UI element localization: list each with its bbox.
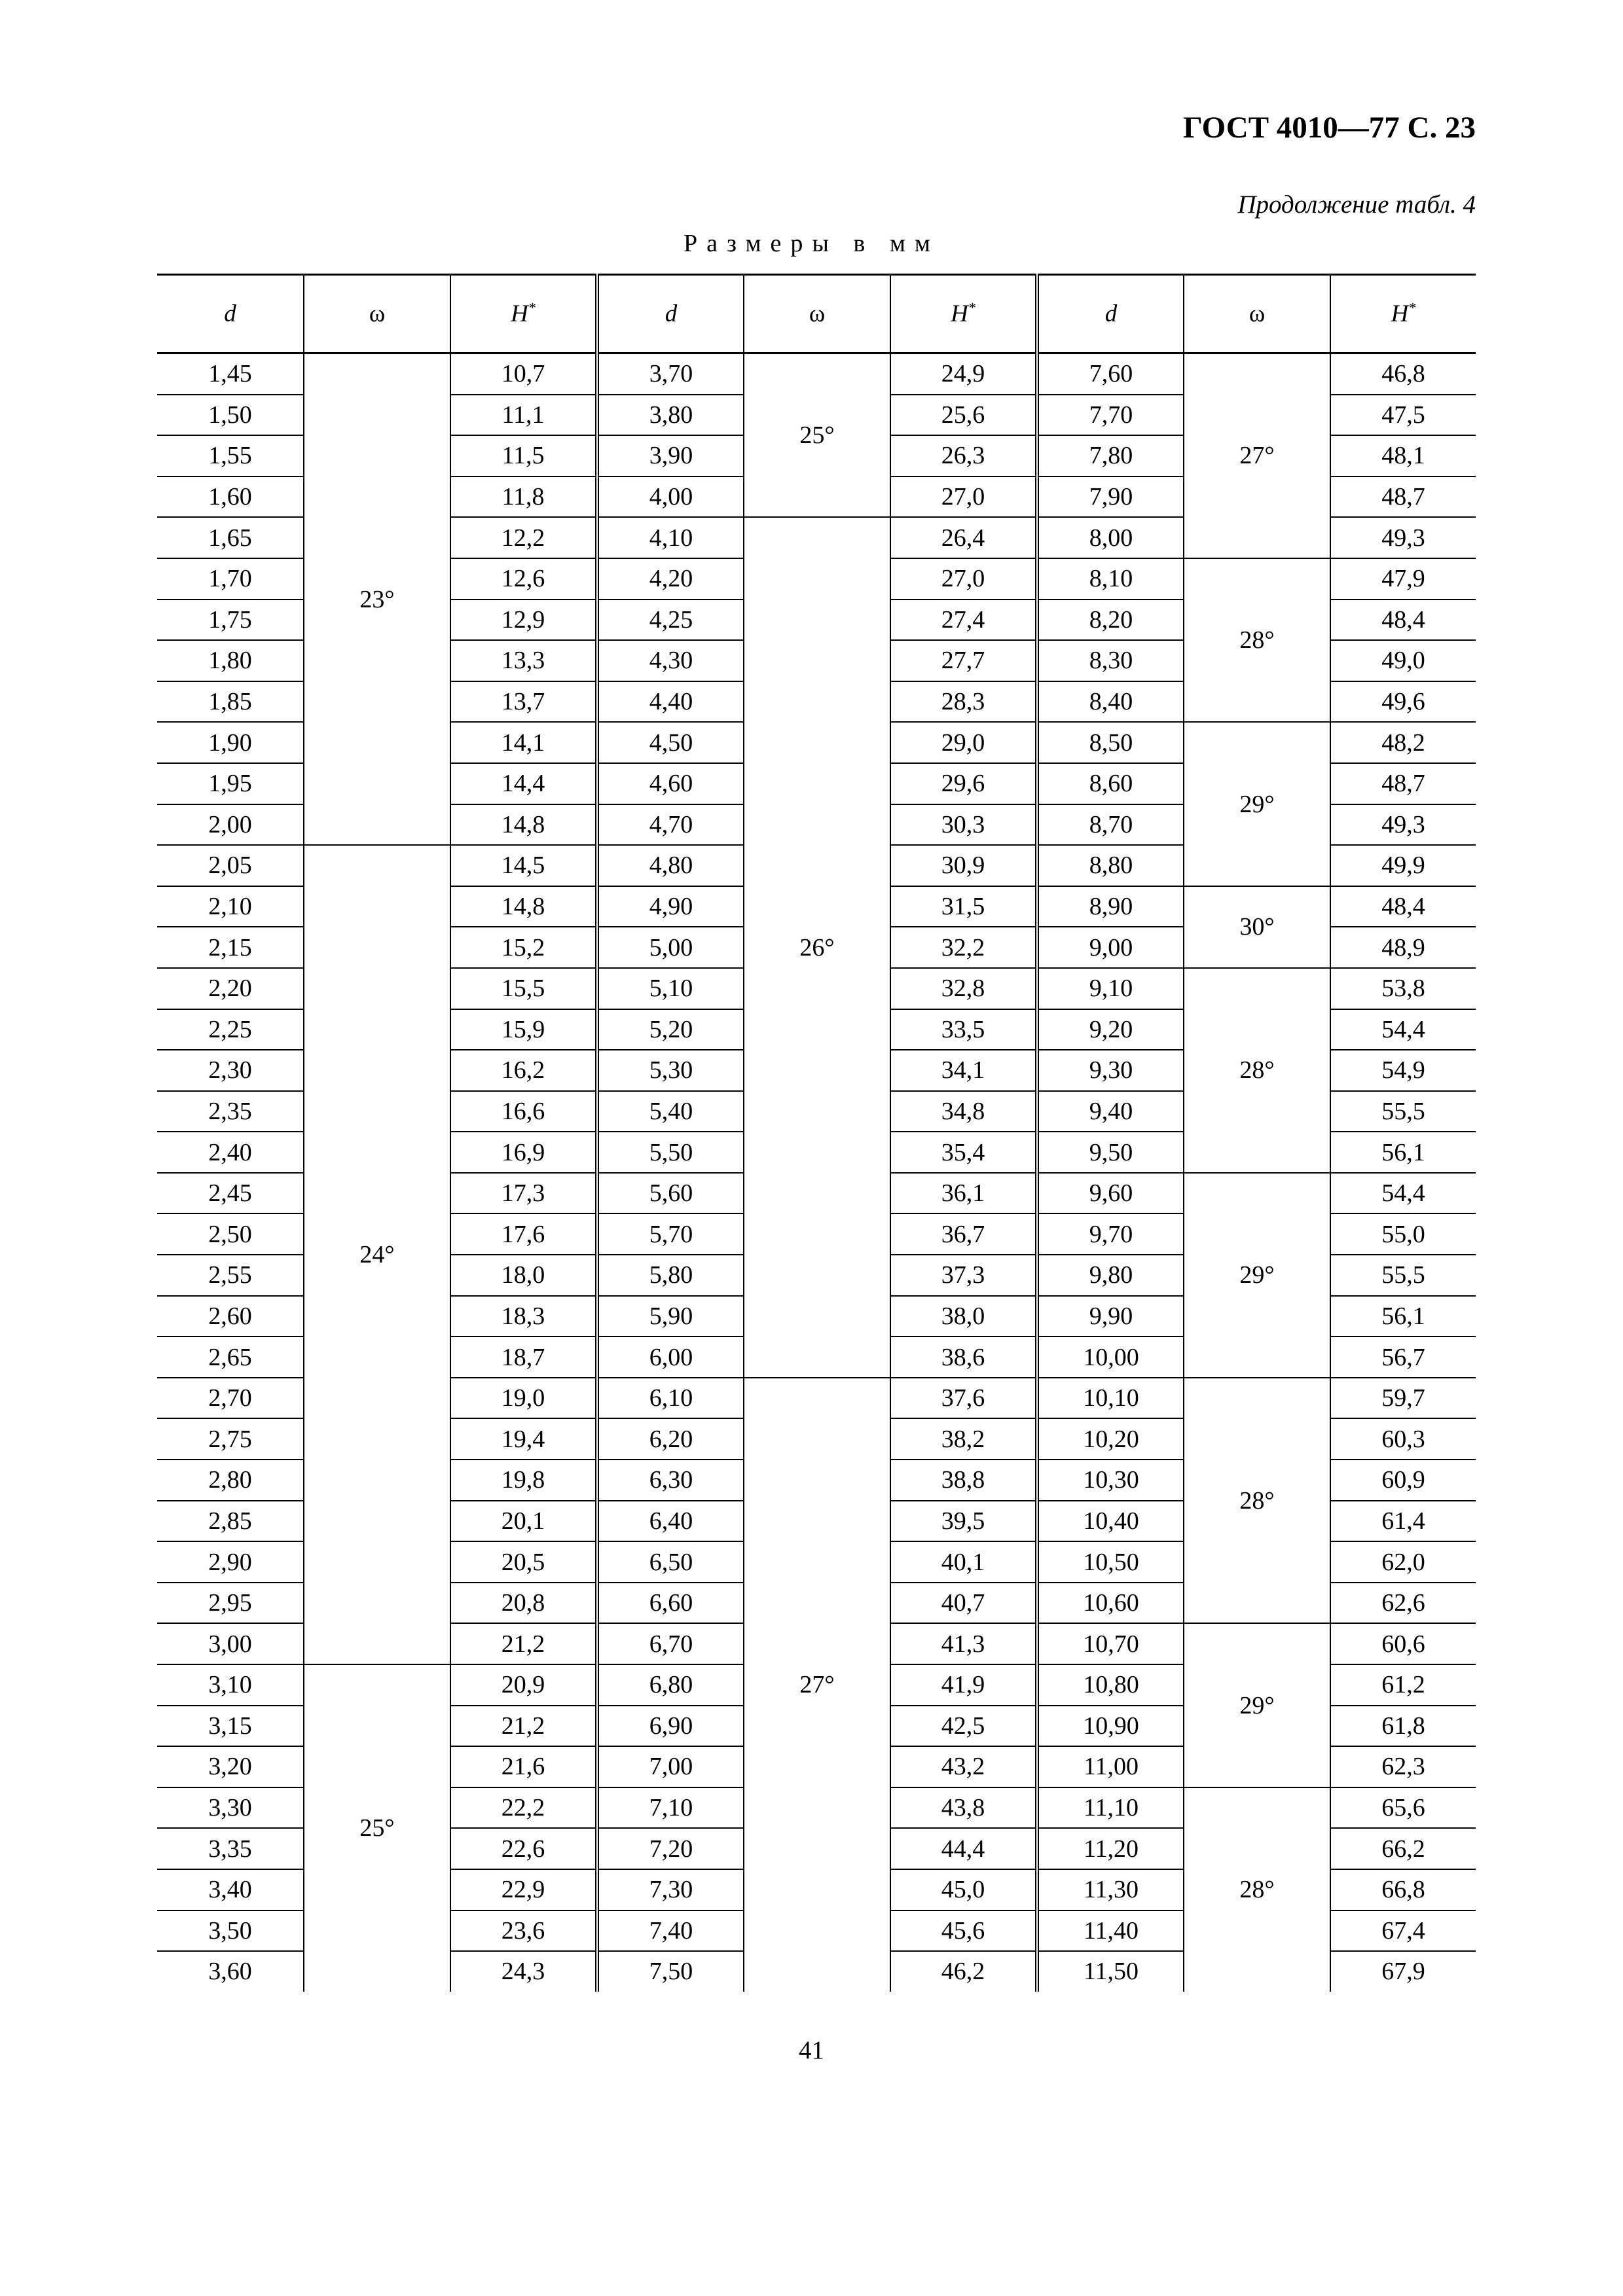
cell-h: 23,6 <box>450 1910 597 1952</box>
cell-h: 49,3 <box>1330 517 1476 558</box>
cell-d: 7,30 <box>597 1869 744 1910</box>
cell-d: 3,35 <box>157 1828 304 1869</box>
cell-h: 14,4 <box>450 763 597 804</box>
cell-d: 1,75 <box>157 600 304 641</box>
cell-h: 56,7 <box>1330 1336 1476 1378</box>
cell-h: 59,7 <box>1330 1378 1476 1419</box>
cell-d: 5,40 <box>597 1091 744 1132</box>
cell-omega: 29° <box>1184 1623 1330 1787</box>
cell-h: 18,0 <box>450 1255 597 1296</box>
document-code: ГОСТ 4010—77 С. 23 <box>1182 111 1476 145</box>
cell-d: 11,00 <box>1037 1746 1184 1787</box>
cell-d: 2,05 <box>157 845 304 886</box>
cell-h: 12,9 <box>450 600 597 641</box>
cell-d: 2,65 <box>157 1336 304 1378</box>
cell-h: 27,0 <box>890 558 1037 600</box>
cell-d: 8,80 <box>1037 845 1184 886</box>
cell-d: 4,60 <box>597 763 744 804</box>
cell-d: 5,50 <box>597 1132 744 1173</box>
header-d: d <box>157 275 304 353</box>
cell-omega: 28° <box>1184 558 1330 722</box>
cell-d: 9,20 <box>1037 1009 1184 1050</box>
cell-d: 8,50 <box>1037 722 1184 763</box>
cell-omega: 30° <box>1184 886 1330 968</box>
cell-h: 37,3 <box>890 1255 1037 1296</box>
cell-h: 66,8 <box>1330 1869 1476 1910</box>
cell-h: 39,5 <box>890 1501 1037 1542</box>
cell-d: 8,30 <box>1037 640 1184 681</box>
cell-h: 55,5 <box>1330 1091 1476 1132</box>
cell-h: 61,8 <box>1330 1706 1476 1747</box>
cell-d: 9,80 <box>1037 1255 1184 1296</box>
cell-d: 5,00 <box>597 927 744 968</box>
cell-d: 3,10 <box>157 1664 304 1706</box>
cell-h: 48,4 <box>1330 886 1476 927</box>
cell-h: 14,8 <box>450 886 597 927</box>
cell-h: 24,9 <box>890 353 1037 395</box>
cell-d: 5,60 <box>597 1173 744 1214</box>
cell-h: 33,5 <box>890 1009 1037 1050</box>
cell-h: 54,4 <box>1330 1173 1476 1214</box>
cell-h: 44,4 <box>890 1828 1037 1869</box>
cell-h: 16,6 <box>450 1091 597 1132</box>
cell-d: 6,20 <box>597 1418 744 1460</box>
cell-h: 46,8 <box>1330 353 1476 395</box>
cell-d: 5,20 <box>597 1009 744 1050</box>
cell-h: 46,2 <box>890 1951 1037 1992</box>
cell-d: 2,45 <box>157 1173 304 1214</box>
table-row <box>157 353 1476 395</box>
cell-h: 15,9 <box>450 1009 597 1050</box>
cell-d: 11,40 <box>1037 1910 1184 1952</box>
cell-h: 21,2 <box>450 1706 597 1747</box>
cell-h: 11,5 <box>450 435 597 476</box>
cell-omega: 28° <box>1184 1378 1330 1624</box>
cell-h: 49,6 <box>1330 681 1476 723</box>
cell-h: 13,3 <box>450 640 597 681</box>
cell-h: 21,6 <box>450 1746 597 1787</box>
cell-d: 9,70 <box>1037 1213 1184 1255</box>
cell-h: 32,2 <box>890 927 1037 968</box>
cell-h: 20,1 <box>450 1501 597 1542</box>
cell-d: 9,50 <box>1037 1132 1184 1173</box>
cell-d: 3,90 <box>597 435 744 476</box>
table-header-row <box>157 275 1476 353</box>
cell-h: 34,8 <box>890 1091 1037 1132</box>
cell-d: 2,80 <box>157 1460 304 1501</box>
cell-d: 8,20 <box>1037 600 1184 641</box>
cell-h: 60,9 <box>1330 1460 1476 1501</box>
cell-d: 9,00 <box>1037 927 1184 968</box>
cell-d: 6,70 <box>597 1623 744 1664</box>
cell-h: 18,7 <box>450 1336 597 1378</box>
cell-d: 7,10 <box>597 1787 744 1829</box>
cell-omega: 26° <box>744 517 890 1377</box>
cell-h: 13,7 <box>450 681 597 723</box>
cell-d: 2,55 <box>157 1255 304 1296</box>
cell-d: 5,80 <box>597 1255 744 1296</box>
cell-h: 29,6 <box>890 763 1037 804</box>
header-d: d <box>597 275 744 353</box>
cell-d: 4,80 <box>597 845 744 886</box>
cell-d: 7,20 <box>597 1828 744 1869</box>
cell-h: 55,5 <box>1330 1255 1476 1296</box>
cell-d: 9,40 <box>1037 1091 1184 1132</box>
cell-omega: 28° <box>1184 968 1330 1173</box>
cell-d: 8,70 <box>1037 804 1184 846</box>
cell-d: 6,80 <box>597 1664 744 1706</box>
cell-h: 55,0 <box>1330 1213 1476 1255</box>
cell-d: 2,25 <box>157 1009 304 1050</box>
cell-h: 41,3 <box>890 1623 1037 1664</box>
dimensions-table <box>157 274 1476 1992</box>
cell-h: 15,2 <box>450 927 597 968</box>
cell-d: 11,50 <box>1037 1951 1184 1992</box>
header-h: H* <box>1330 275 1476 353</box>
cell-d: 2,10 <box>157 886 304 927</box>
cell-h: 38,0 <box>890 1296 1037 1337</box>
cell-h: 29,0 <box>890 722 1037 763</box>
cell-d: 2,00 <box>157 804 304 846</box>
cell-d: 3,30 <box>157 1787 304 1829</box>
cell-h: 21,2 <box>450 1623 597 1664</box>
cell-h: 22,6 <box>450 1828 597 1869</box>
cell-h: 22,2 <box>450 1787 597 1829</box>
cell-d: 8,00 <box>1037 517 1184 558</box>
cell-h: 42,5 <box>890 1706 1037 1747</box>
cell-d: 4,90 <box>597 886 744 927</box>
cell-h: 30,3 <box>890 804 1037 846</box>
cell-h: 54,9 <box>1330 1050 1476 1091</box>
cell-d: 3,50 <box>157 1910 304 1952</box>
cell-h: 61,4 <box>1330 1501 1476 1542</box>
cell-h: 49,9 <box>1330 845 1476 886</box>
cell-d: 10,50 <box>1037 1541 1184 1583</box>
page-number: 41 <box>799 2036 824 2064</box>
cell-d: 8,40 <box>1037 681 1184 723</box>
cell-d: 3,70 <box>597 353 744 395</box>
cell-d: 6,10 <box>597 1378 744 1419</box>
cell-h: 15,5 <box>450 968 597 1009</box>
cell-d: 1,90 <box>157 722 304 763</box>
cell-d: 1,80 <box>157 640 304 681</box>
cell-h: 43,8 <box>890 1787 1037 1829</box>
cell-h: 31,5 <box>890 886 1037 927</box>
header-h: H* <box>890 275 1037 353</box>
cell-h: 14,5 <box>450 845 597 886</box>
cell-h: 60,6 <box>1330 1623 1476 1664</box>
cell-d: 6,40 <box>597 1501 744 1542</box>
cell-d: 9,60 <box>1037 1173 1184 1214</box>
cell-h: 20,9 <box>450 1664 597 1706</box>
cell-d: 7,90 <box>1037 476 1184 518</box>
cell-d: 1,95 <box>157 763 304 804</box>
cell-h: 38,6 <box>890 1336 1037 1378</box>
cell-h: 25,6 <box>890 395 1037 436</box>
cell-h: 61,2 <box>1330 1664 1476 1706</box>
cell-d: 5,10 <box>597 968 744 1009</box>
cell-h: 62,0 <box>1330 1541 1476 1583</box>
cell-h: 48,7 <box>1330 763 1476 804</box>
cell-d: 6,60 <box>597 1583 744 1624</box>
cell-d: 4,25 <box>597 600 744 641</box>
cell-h: 27,7 <box>890 640 1037 681</box>
cell-h: 41,9 <box>890 1664 1037 1706</box>
cell-h: 28,3 <box>890 681 1037 723</box>
header-d: d <box>1037 275 1184 353</box>
cell-h: 27,4 <box>890 600 1037 641</box>
cell-d: 7,60 <box>1037 353 1184 395</box>
cell-h: 43,2 <box>890 1746 1037 1787</box>
cell-d: 2,85 <box>157 1501 304 1542</box>
cell-d: 1,85 <box>157 681 304 723</box>
cell-h: 62,3 <box>1330 1746 1476 1787</box>
cell-h: 48,2 <box>1330 722 1476 763</box>
table-continuation-label: Продолжение табл. 4 <box>1237 190 1476 219</box>
cell-d: 10,00 <box>1037 1336 1184 1378</box>
cell-d: 5,70 <box>597 1213 744 1255</box>
cell-h: 12,2 <box>450 517 597 558</box>
cell-omega: 29° <box>1184 722 1330 886</box>
cell-d: 3,80 <box>597 395 744 436</box>
cell-h: 60,3 <box>1330 1418 1476 1460</box>
table-body <box>157 353 1476 1992</box>
cell-d: 3,40 <box>157 1869 304 1910</box>
cell-h: 34,1 <box>890 1050 1037 1091</box>
cell-h: 26,3 <box>890 435 1037 476</box>
cell-omega: 27° <box>1184 353 1330 558</box>
cell-h: 18,3 <box>450 1296 597 1337</box>
cell-omega: 28° <box>1184 1787 1330 1992</box>
cell-h: 37,6 <box>890 1378 1037 1419</box>
cell-h: 17,6 <box>450 1213 597 1255</box>
cell-d: 10,20 <box>1037 1418 1184 1460</box>
cell-h: 48,9 <box>1330 927 1476 968</box>
cell-h: 19,8 <box>450 1460 597 1501</box>
cell-h: 47,5 <box>1330 395 1476 436</box>
cell-h: 38,2 <box>890 1418 1037 1460</box>
cell-d: 10,60 <box>1037 1583 1184 1624</box>
cell-d: 7,40 <box>597 1910 744 1952</box>
cell-h: 14,8 <box>450 804 597 846</box>
cell-d: 4,00 <box>597 476 744 518</box>
cell-d: 10,40 <box>1037 1501 1184 1542</box>
cell-d: 3,00 <box>157 1623 304 1664</box>
cell-d: 2,70 <box>157 1378 304 1419</box>
cell-d: 10,80 <box>1037 1664 1184 1706</box>
cell-h: 38,8 <box>890 1460 1037 1501</box>
cell-h: 32,8 <box>890 968 1037 1009</box>
cell-d: 3,20 <box>157 1746 304 1787</box>
cell-d: 1,50 <box>157 395 304 436</box>
cell-d: 8,10 <box>1037 558 1184 600</box>
cell-d: 7,70 <box>1037 395 1184 436</box>
cell-h: 20,5 <box>450 1541 597 1583</box>
cell-d: 4,30 <box>597 640 744 681</box>
cell-h: 66,2 <box>1330 1828 1476 1869</box>
cell-omega: 24° <box>304 845 450 1664</box>
cell-d: 2,75 <box>157 1418 304 1460</box>
cell-h: 17,3 <box>450 1173 597 1214</box>
cell-d: 11,10 <box>1037 1787 1184 1829</box>
cell-h: 48,1 <box>1330 435 1476 476</box>
cell-h: 20,8 <box>450 1583 597 1624</box>
cell-d: 5,90 <box>597 1296 744 1337</box>
cell-d: 4,70 <box>597 804 744 846</box>
cell-d: 10,90 <box>1037 1706 1184 1747</box>
cell-d: 3,60 <box>208 1958 252 1986</box>
cell-h: 45,0 <box>890 1869 1037 1910</box>
cell-d: 9,90 <box>1037 1296 1184 1337</box>
cell-d: 5,30 <box>597 1050 744 1091</box>
cell-h: 24,3 <box>450 1951 597 1992</box>
cell-h: 56,1 <box>1330 1296 1476 1337</box>
header-omega: ω <box>1184 275 1330 353</box>
cell-d: 1,70 <box>157 558 304 600</box>
header-omega: ω <box>744 275 890 353</box>
units-caption: Размеры в мм <box>684 230 939 257</box>
cell-omega: 29° <box>1184 1173 1330 1378</box>
cell-h: 65,6 <box>1330 1787 1476 1829</box>
cell-h: 53,8 <box>1330 968 1476 1009</box>
cell-d: 4,50 <box>597 722 744 763</box>
cell-d: 1,60 <box>157 476 304 518</box>
cell-h: 27,0 <box>890 476 1037 518</box>
cell-d: 2,90 <box>157 1541 304 1583</box>
cell-d: 6,30 <box>597 1460 744 1501</box>
cell-d: 11,30 <box>1037 1869 1184 1910</box>
cell-h: 62,6 <box>1330 1583 1476 1624</box>
cell-d: 6,00 <box>597 1336 744 1378</box>
cell-d: 8,90 <box>1037 886 1184 927</box>
cell-h: 36,7 <box>890 1213 1037 1255</box>
cell-d: 2,35 <box>157 1091 304 1132</box>
cell-d: 2,40 <box>157 1132 304 1173</box>
cell-d: 9,10 <box>1037 968 1184 1009</box>
cell-d: 11,20 <box>1037 1828 1184 1869</box>
cell-d: 9,30 <box>1037 1050 1184 1091</box>
cell-h: 12,6 <box>450 558 597 600</box>
cell-d: 8,60 <box>1037 763 1184 804</box>
cell-h: 48,7 <box>1330 476 1476 518</box>
cell-h: 14,1 <box>450 722 597 763</box>
cell-h: 30,9 <box>890 845 1037 886</box>
cell-d: 2,30 <box>157 1050 304 1091</box>
cell-omega: 27° <box>744 1378 890 1992</box>
footnote-marker: * <box>1408 299 1416 316</box>
cell-d: 10,30 <box>1037 1460 1184 1501</box>
cell-d: 6,90 <box>597 1706 744 1747</box>
cell-d: 2,60 <box>157 1296 304 1337</box>
cell-d: 6,50 <box>597 1541 744 1583</box>
cell-h: 26,4 <box>890 517 1037 558</box>
cell-h: 11,1 <box>450 395 597 436</box>
cell-h: 45,6 <box>890 1910 1037 1952</box>
cell-h: 47,9 <box>1330 558 1476 600</box>
cell-h: 36,1 <box>890 1173 1037 1214</box>
cell-d: 1,45 <box>157 353 304 395</box>
cell-h: 67,9 <box>1330 1951 1476 1992</box>
cell-d: 4,40 <box>597 681 744 723</box>
cell-d: 2,15 <box>157 927 304 968</box>
cell-h: 19,4 <box>450 1418 597 1460</box>
cell-d: 1,65 <box>157 517 304 558</box>
cell-h: 35,4 <box>890 1132 1037 1173</box>
cell-d: 3,15 <box>157 1706 304 1747</box>
cell-d: 7,50 <box>597 1951 744 1992</box>
cell-h: 49,0 <box>1330 640 1476 681</box>
cell-d: 7,80 <box>1037 435 1184 476</box>
cell-d: 10,10 <box>1037 1378 1184 1419</box>
cell-d: 2,95 <box>157 1583 304 1624</box>
cell-omega: 25° <box>304 1664 450 1992</box>
cell-d: 10,70 <box>1037 1623 1184 1664</box>
cell-h: 48,4 <box>1330 600 1476 641</box>
cell-h: 10,7 <box>450 353 597 395</box>
cell-h: 40,1 <box>890 1541 1037 1583</box>
cell-h: 54,4 <box>1330 1009 1476 1050</box>
cell-h: 11,8 <box>450 476 597 518</box>
cell-d: 7,00 <box>597 1746 744 1787</box>
header-omega: ω <box>304 275 450 353</box>
cell-omega: 25° <box>744 353 890 518</box>
cell-d: 4,10 <box>597 517 744 558</box>
cell-h: 19,0 <box>450 1378 597 1419</box>
cell-d: 2,50 <box>157 1213 304 1255</box>
cell-h: 56,1 <box>1330 1132 1476 1173</box>
cell-h: 67,4 <box>1330 1910 1476 1952</box>
header-h: H* <box>450 275 597 353</box>
cell-h: 16,2 <box>450 1050 597 1091</box>
cell-d: 4,20 <box>597 558 744 600</box>
footnote-marker: * <box>968 299 976 316</box>
cell-h: 22,9 <box>450 1869 597 1910</box>
cell-h: 16,9 <box>450 1132 597 1173</box>
cell-omega: 23° <box>304 353 450 846</box>
cell-h: 40,7 <box>890 1583 1037 1624</box>
cell-d: 2,20 <box>157 968 304 1009</box>
footnote-marker: * <box>528 299 536 316</box>
cell-h: 49,3 <box>1330 804 1476 846</box>
cell-d: 1,55 <box>157 435 304 476</box>
